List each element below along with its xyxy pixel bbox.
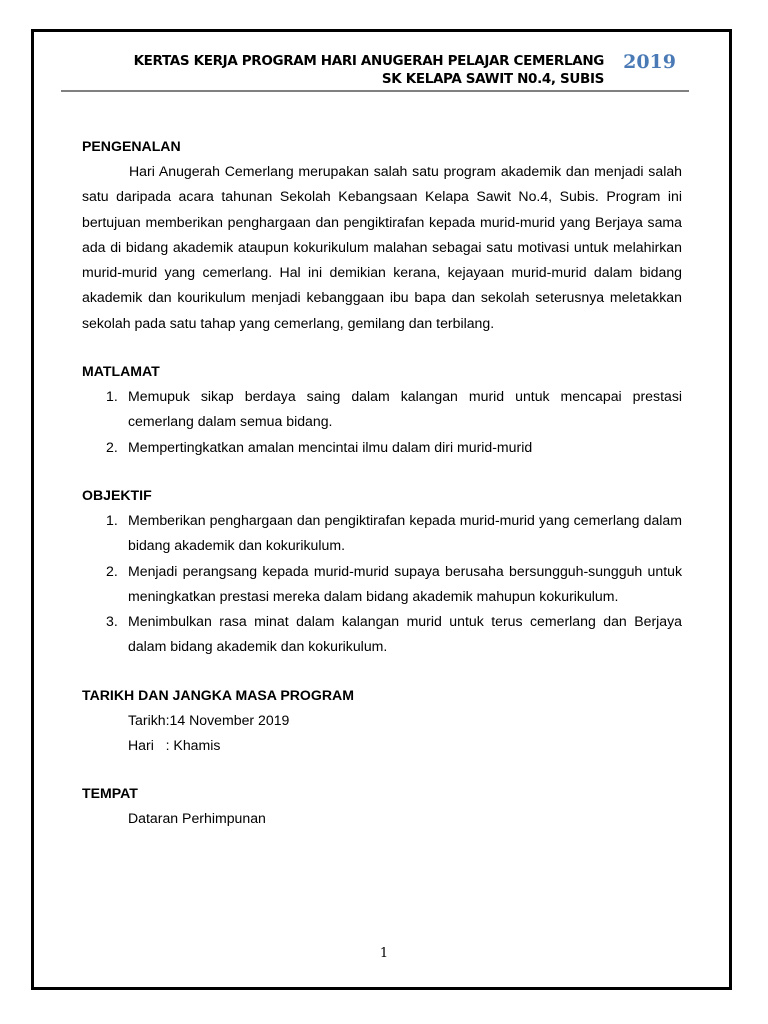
list-item-number: 3. xyxy=(106,613,118,630)
program-venue: Dataran Perhimpunan xyxy=(128,810,266,827)
program-date: Tarikh:14 November 2019 xyxy=(128,711,290,728)
section-heading-matlamat: MATLAMAT xyxy=(82,363,160,380)
section-pengenalan xyxy=(82,134,682,336)
section-heading-tarikh: TARIKH DAN JANGKA MASA PROGRAM xyxy=(82,686,354,703)
list-item xyxy=(82,435,682,460)
header-title-line-2: SK KELAPA SAWIT N0.4, SUBIS xyxy=(381,71,604,87)
list-item-number: 1. xyxy=(106,511,118,528)
objektif-list xyxy=(82,508,682,660)
section-objektif xyxy=(82,483,682,660)
section-matlamat xyxy=(82,359,682,460)
list-item-text: Menjadi perangsang kepada murid-murid supaya berusaha bersungguh-sungguh untuk meningkatkan prestasi mereka dalam bidang akademik mahupun kokurikulum. xyxy=(128,562,682,604)
section-tarikh xyxy=(82,683,682,759)
list-item xyxy=(82,508,682,559)
header-title-line-1: KERTAS KERJA PROGRAM HARI ANUGERAH PELAJAR CEMERLANG xyxy=(133,53,604,69)
list-item-number: 2. xyxy=(106,562,118,579)
section-heading-objektif: OBJEKTIF xyxy=(82,486,152,503)
list-item-number: 1. xyxy=(106,388,118,405)
program-day-value: : Khamis xyxy=(165,737,221,754)
header-divider xyxy=(61,90,689,92)
list-item-text: Menimbulkan rasa minat dalam kalangan murid untuk terus cemerlang dan Berjaya dalam bidang akademik dan kokurikulum. xyxy=(128,613,682,655)
matlamat-list xyxy=(82,384,682,460)
section-tempat xyxy=(82,781,682,831)
list-item-number: 2. xyxy=(106,438,118,455)
list-item-text: Memberikan penghargaan dan pengiktirafan kepada murid-murid yang cemerlang dalam bidang akademik dan kokurikulum. xyxy=(128,511,682,554)
section-heading-tempat: TEMPAT xyxy=(82,785,138,802)
header-title xyxy=(134,52,604,88)
list-item xyxy=(82,559,682,610)
document-header xyxy=(60,46,690,94)
program-day-label: Hari xyxy=(128,737,154,754)
list-item xyxy=(82,384,682,435)
section-heading-pengenalan: PENGENALAN xyxy=(82,138,181,154)
header-year: 2019 xyxy=(623,51,676,73)
document-body xyxy=(82,134,682,832)
list-item-text: Mempertingkatkan amalan mencintai ilmu dalam diri murid-murid xyxy=(128,438,533,455)
list-item xyxy=(82,609,682,660)
pengenalan-paragraph: Hari Anugerah Cemerlang merupakan salah satu program akademik dan menjadi salah satu daripada acara tahunan Sekolah Kebangsaan Kelapa Sawit No.4, Subis. Program ini bertujuan memberikan penghargaan dan pengiktirafan kepada murid-murid yang Berjaya sama ada di bidang akademik ataupun kokurikulum malahan sebagai satu motivasi untuk melahirkan murid-murid yang cemerlang. Hal ini demikian kerana, kejayaan murid-murid dalam bidang akademik dan kourikulum menjadi kebanggaan ibu bapa dan sekolah seterusnya meletakkan sekolah pada satu tahap yang cemerlang, gemilang dan terbilang. xyxy=(82,163,682,331)
program-day xyxy=(82,733,682,758)
list-item-text: Memupuk sikap berdaya saing dalam kalangan murid untuk mencapai prestasi cemerlang dalam semua bidang. xyxy=(128,388,682,430)
page-number: 1 xyxy=(379,946,389,961)
